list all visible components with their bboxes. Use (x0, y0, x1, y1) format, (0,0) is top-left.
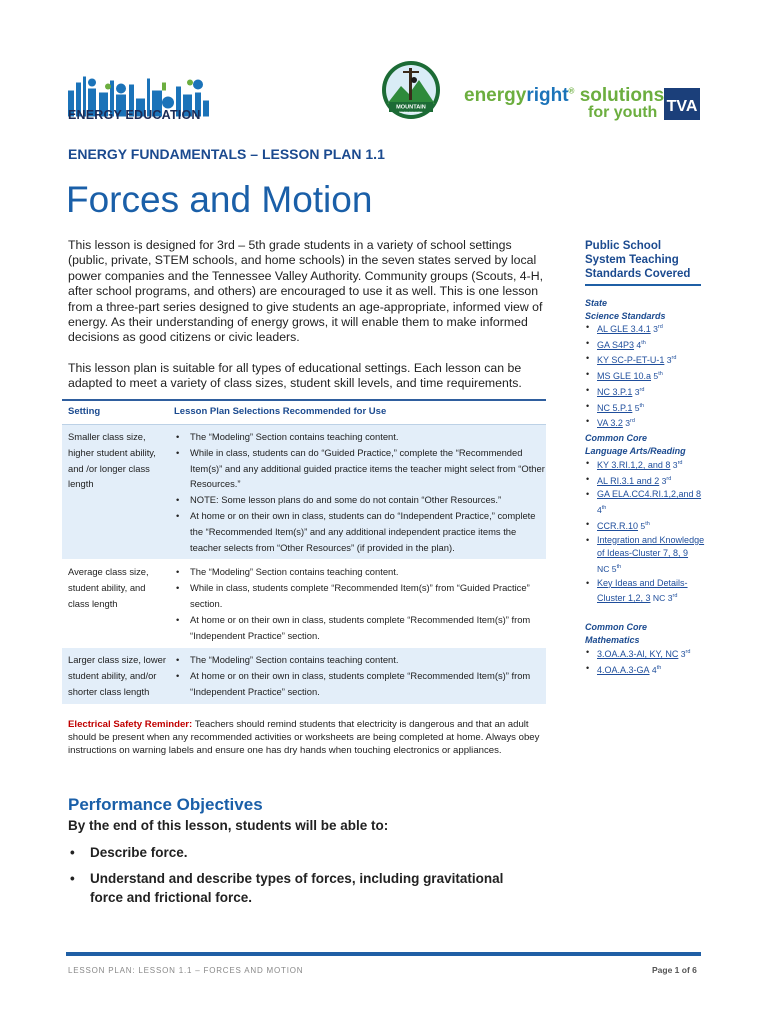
standards-rule (585, 284, 701, 286)
standard-link[interactable]: VA 3.2 (597, 418, 623, 429)
grade-text: 3 (622, 418, 631, 429)
list-item (597, 321, 706, 337)
list-item (597, 534, 706, 577)
grade-sup: th (616, 563, 622, 570)
section-heading-language-arts (585, 432, 705, 458)
list-item: • While in class, students can do “Guided Practice,” complete the “Recommended Item(s)” and any additional guided practice items the teacher might select from “Other Resources.” (190, 445, 546, 492)
standard-link[interactable]: KY 3.RI.1,2, and 8 (597, 460, 671, 470)
grade-text: NC 5 (597, 563, 617, 574)
intro-section (68, 238, 553, 407)
list-item: • The “Modeling” Section contains teaching content. (190, 429, 546, 445)
grade-text: 3 (650, 324, 658, 334)
grade-text: 3 (664, 355, 672, 366)
brand-solutions: solutions (574, 85, 665, 106)
list-item (597, 400, 706, 416)
list-item: • The “Modeling” Section contains teaching content. (190, 564, 546, 580)
grade-text: NC 3 (650, 593, 673, 604)
standard-link[interactable]: MS GLE 10.a (597, 371, 652, 382)
list-item: • At home or on their own in class, students complete “Recommended Item(s)” from “Independent Practice” section. (190, 612, 546, 644)
objectives-list (68, 843, 538, 914)
grade-sup: rd (685, 649, 691, 655)
list-item (597, 415, 706, 431)
list-item (597, 473, 706, 489)
table-header-selections: Lesson Plan Selections Recommended for Use (174, 406, 387, 418)
grade-text: 4 (634, 339, 642, 350)
grade-sup: th (656, 664, 662, 671)
intro-paragraph-2: This lesson plan is suitable for all types of educational settings. Each lesson can be adapted to meet a variety of class sizes, student skill levels, and time requirements. (68, 360, 522, 391)
brand-energy: energy (464, 85, 527, 106)
list-item (597, 337, 706, 353)
grade-text: 3 (670, 460, 678, 470)
grade-sup: th (639, 402, 645, 409)
standard-link[interactable]: 3.OA.A.3-Al, KY, NC (597, 649, 679, 659)
list-item (597, 577, 706, 606)
tva-logo-icon (664, 88, 700, 120)
grade-sup: rd (672, 593, 678, 600)
standard-link[interactable]: Key Ideas and Details-Cluster 1,2, 3 (597, 577, 688, 604)
table-cell-list (168, 648, 546, 703)
grade-sup: rd (657, 324, 663, 330)
footer-rule (66, 952, 701, 956)
list-item: • Describe force. (68, 843, 538, 862)
grade-text: 5 (638, 520, 646, 531)
grade-sup: rd (671, 355, 677, 362)
page-title: Forces and Motion (66, 179, 373, 220)
grade-text: 3 (659, 475, 667, 486)
intro-paragraph-1: This lesson is designed for 3rd – 5th grade students in a variety of school settings (public, private, STEM schools, and home schools) in the seven states served by local power companies and the Tennessee Valley Authority. Community groups (Scouts, 4-H, after school programs, and others) are encouraged to use it as well. This is one lesson from a three-part series designed to give students an age-appropriate, informed view of energy. As their understanding of energy grows, it will enable them to make informed decisions as good citizens or civic leaders. (68, 238, 544, 345)
list-item (597, 662, 706, 678)
grade-text: 4 (597, 505, 602, 516)
grade-sup: th (601, 505, 607, 512)
table-cell-list (168, 425, 546, 559)
science-standards-list (584, 321, 706, 431)
section-heading-line: Mathematics (585, 635, 640, 645)
grade-sup: rd (630, 418, 635, 425)
mountain-logo-text: MOUNTAIN (396, 104, 426, 111)
safety-label: Electrical Safety Reminder: (68, 719, 193, 730)
standard-link[interactable]: GA S4P3 (597, 339, 635, 350)
list-item: • NOTE: Some lesson plans do and some do not contain “Other Resources.” (190, 492, 546, 508)
grade-sup: th (645, 520, 650, 527)
standard-link[interactable]: CCR.R.10 (597, 520, 639, 531)
standard-link[interactable]: Integration and Knowledge of Ideas-Cluster 7, 8, 9 (597, 534, 705, 559)
standard-link[interactable]: 4.OA.A.3-GA (597, 664, 650, 675)
standards-title: Public School System Teaching Standards Covered (585, 240, 691, 280)
brand-trademark: ® (568, 86, 575, 96)
list-item (597, 352, 706, 368)
lesson-label: ENERGY FUNDAMENTALS – LESSON PLAN 1.1 (68, 146, 385, 162)
page-number: Page 1 of 6 (652, 965, 697, 975)
math-standards-list (584, 646, 706, 677)
table-row (62, 560, 546, 648)
table-cell-setting: Average class size, student ability, and class length (68, 566, 149, 609)
grade-sup: th (641, 339, 646, 346)
energy-education-text: ENERGY EDUCATION (68, 108, 201, 122)
footer-lesson-label: LESSON PLAN: LESSON 1.1 – FORCES AND MOTION (68, 966, 304, 975)
lesson-settings-table (62, 400, 546, 705)
table-row (62, 425, 546, 560)
table-header-row (62, 400, 546, 425)
list-item: • At home or on their own in class, students complete “Recommended Item(s)” from “Independent Practice” section. (190, 668, 546, 700)
grade-text: 3 (632, 386, 640, 397)
table-cell-setting: Larger class size, lower student ability, and/or shorter class length (68, 654, 166, 697)
section-heading-line: Language Arts/Reading (585, 446, 686, 456)
standard-link[interactable]: NC 3.P.1 (597, 386, 633, 397)
section-heading-line: State (585, 298, 608, 308)
section-heading-line: Common Core (585, 433, 648, 443)
brand-for-youth: for youth (588, 104, 658, 121)
objectives-heading: Performance Objectives (68, 795, 263, 814)
grade-sup: rd (677, 460, 683, 466)
standard-link[interactable]: GA ELA.CC4.RI.1,2,and 8 (597, 489, 702, 500)
list-item: • The “Modeling” Section contains teaching content. (190, 652, 546, 668)
table-cell-setting: Smaller class size, higher student ability, and /or longer class length (68, 431, 156, 490)
list-item: • At home or on their own in class, students can do “Independent Practice,” complete the “Recommended Item(s)” and any additional independent practice items the teacher selects from “Other Resources” (if provided in the plan). (190, 508, 546, 555)
section-heading-line: Science Standards (585, 311, 666, 321)
table-cell-list (168, 560, 546, 647)
list-item (597, 518, 706, 534)
language-arts-standards-list (584, 457, 706, 606)
section-heading-science (585, 297, 705, 323)
grade-text: 5 (632, 402, 640, 413)
list-item (597, 384, 706, 400)
list-item (597, 457, 706, 473)
grade-sup: rd (666, 475, 672, 482)
brand-right: right (526, 85, 569, 106)
tva-text: TVA (666, 98, 698, 115)
grade-sup: th (658, 371, 663, 378)
list-item (597, 646, 706, 662)
standard-link[interactable]: KY SC-P-ET-U-1 (597, 355, 665, 366)
safety-reminder (68, 718, 544, 757)
list-item: • While in class, students complete “Recommended Item(s)” from “Guided Practice” section. (190, 580, 546, 612)
list-item: • Understand and describe types of forces, including gravitational force and frictional force. (68, 869, 538, 907)
list-item (597, 488, 706, 517)
standard-link[interactable]: AL GLE 3.4.1 (597, 324, 651, 334)
objectives-subheading: By the end of this lesson, students will be able to: (68, 818, 389, 833)
safety-text: Teachers should remind students that electricity is dangerous and that an adult should be present when any recommended activities or worksheets are being completed at home. Always obey instructions on warning labels and ensure one has dry hands when touching electronics or appliances. (68, 719, 540, 756)
table-header-setting: Setting (68, 406, 101, 418)
table-row (62, 648, 546, 704)
section-heading-mathematics (585, 621, 705, 647)
standard-link[interactable]: AL RI.3.1 and 2 (597, 475, 660, 486)
section-heading-line: Common Core (585, 622, 648, 632)
grade-text: 4 (649, 664, 657, 675)
grade-sup: rd (639, 386, 645, 393)
grade-text: 3 (678, 649, 686, 659)
mountain-electric-logo-icon (381, 60, 441, 120)
mountain-logo-subtext: Electric Cooperative (399, 111, 423, 114)
list-item (597, 368, 706, 384)
grade-text: 5 (651, 371, 659, 382)
standard-link[interactable]: NC 5.P.1 (597, 402, 633, 413)
